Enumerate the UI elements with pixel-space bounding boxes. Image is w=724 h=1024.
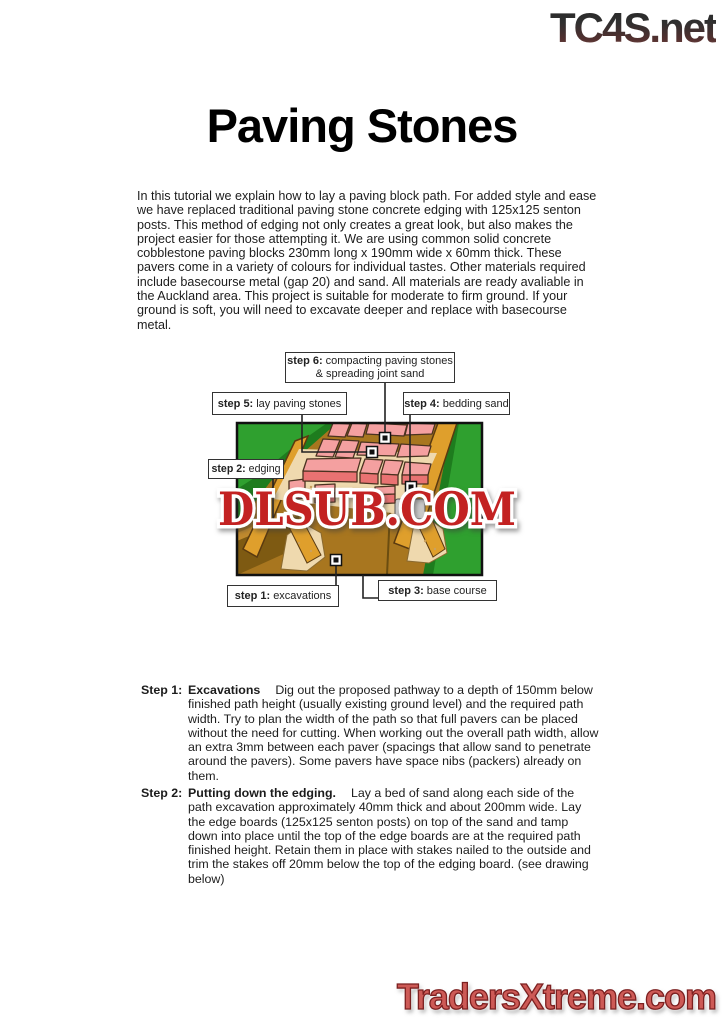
page-title: Paving Stones: [206, 99, 518, 152]
site-logo-tc4s[interactable]: TC4S.net: [550, 2, 716, 54]
paving-diagram-illustration: [195, 350, 525, 616]
marker-step5-icon: [367, 447, 378, 458]
step-2-label: Step 2:: [141, 786, 183, 800]
callout-step6: step 6: compacting paving stones & spreading joint sand: [285, 352, 455, 383]
intro-paragraph: In this tutorial we explain how to lay a paving block path. For added style and ease we have replaced traditional paving stone concrete edging with 125x125 senton posts. This method of edging not only creates a great look, but also makes the project easier for those attempting it. We are using common solid concrete cobblestone paving blocks 230mm long x 190mm wide x 60mm thick. These pavers come in a variety of colours for individual tastes. Other materials required include basecourse metal (gap 20) and sand. All materials are ready avaliable in the Auckland area. This project is suitable for moderate to firm ground. If your ground is soft, you will need to excavate deeper and replace with basecourse metal.: [137, 189, 597, 332]
footer-logo-tradersxtreme[interactable]: TradersXtreme.com: [396, 976, 716, 1017]
step-1-section: [141, 683, 599, 783]
callout-step1: step 1: excavations: [227, 585, 339, 607]
step-2-section: [141, 786, 599, 886]
step-1-label: Step 1:: [141, 683, 183, 697]
callout-step2: step 2: edging: [208, 459, 284, 479]
marker-step6-icon: [380, 433, 391, 444]
paving-steps-diagram: [195, 350, 525, 616]
marker-step1-icon: [331, 555, 342, 566]
callout-step3: step 3: base course: [378, 580, 497, 601]
callout-step5: step 5: lay paving stones: [212, 392, 347, 415]
step-2-text: Putting down the edging. Lay a bed of sand along each side of the path excavation approximately 40mm thick and about 200mm wide. Lay the edge boards (125x125 senton posts) on top of the sand and tamp down into place until the top of the edge boards are at the required path finished height. Retain them in place with stakes nailed to the outside and trim the stakes off 20mm below the top of the edging board. (see drawing below): [188, 786, 591, 886]
step-1-text: Excavations Dig out the proposed pathway to a depth of 150mm below finished path height (usually existing ground level) and the required path width. Try to plan the width of the path so that full pavers can be placed without the need for cutting. When working out the overall path width, allow an extra 3mm between each paver (spacings that allow sand to penetrate around the pavers). Some pavers have space nibs (packers) already on them.: [188, 683, 599, 783]
step-2-heading: Putting down the edging.: [188, 786, 336, 800]
watermark-text: DLSUB.COM: [218, 482, 516, 536]
step-1-heading: Excavations: [188, 683, 261, 697]
callout-step4: step 4: bedding sand: [403, 392, 510, 415]
